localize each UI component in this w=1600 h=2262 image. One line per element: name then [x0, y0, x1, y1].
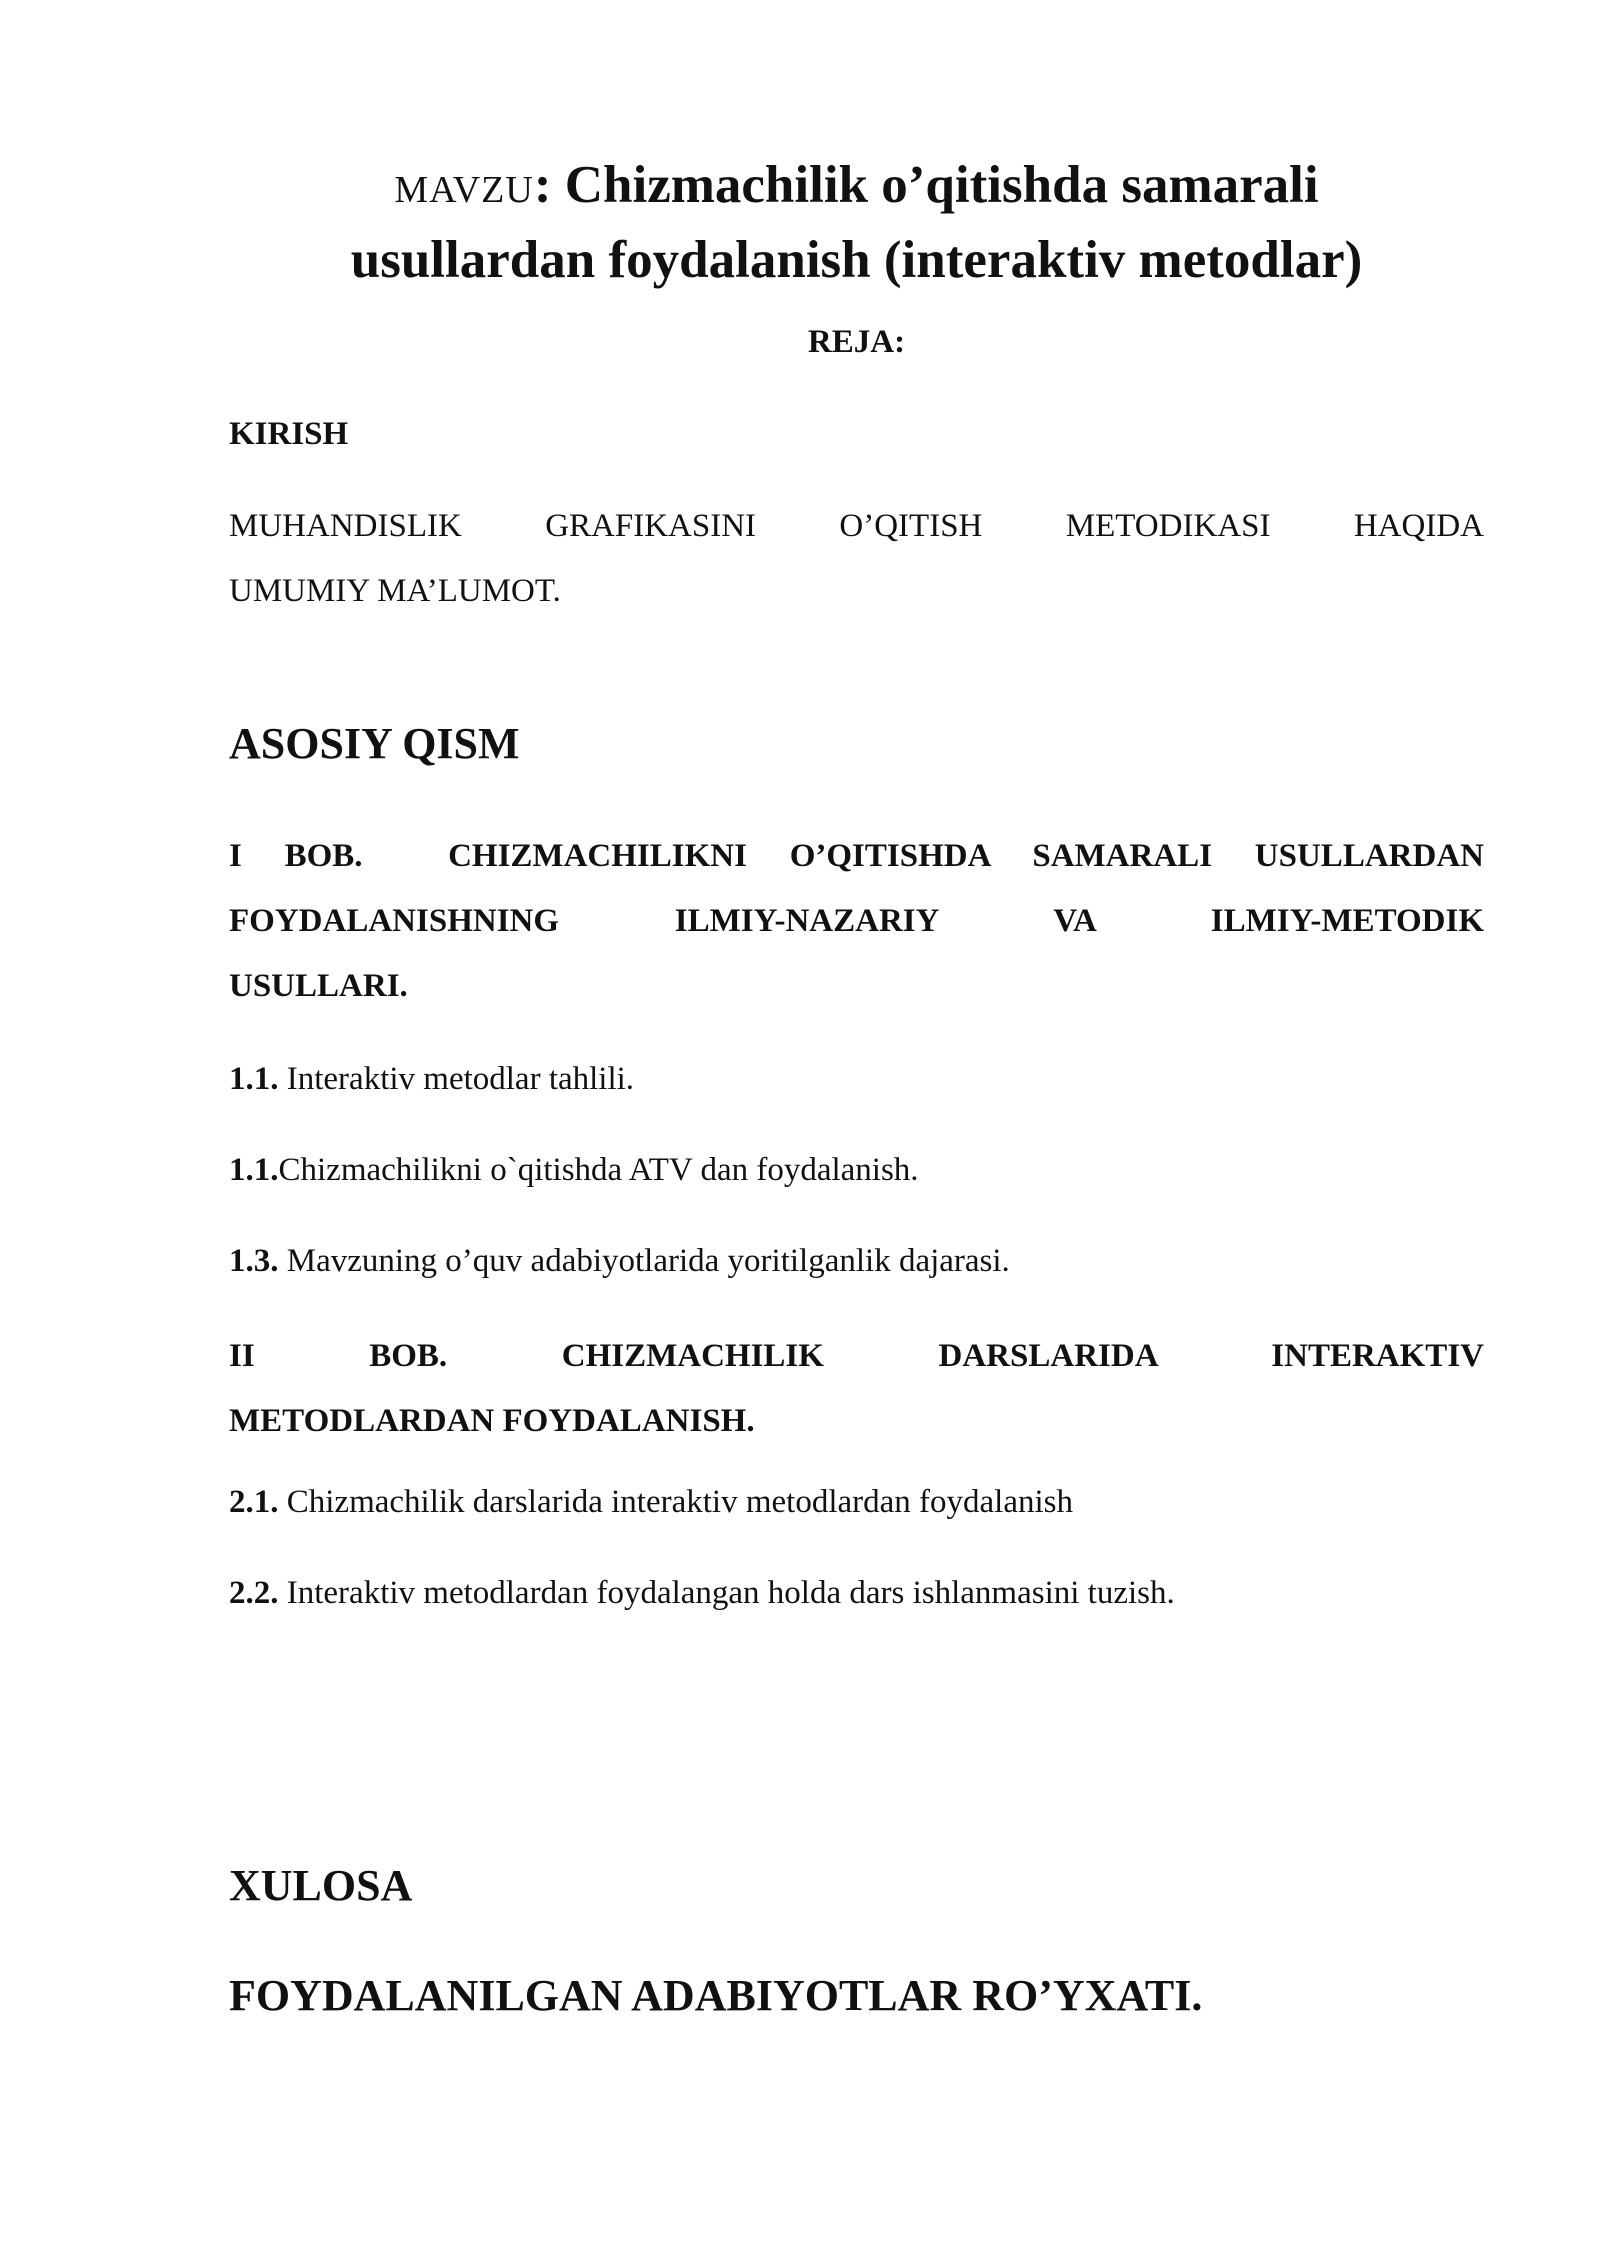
title-colon: : [533, 156, 552, 214]
introduction-heading: KIRISH [229, 416, 349, 452]
title-line-1: Chizmachilik o’qitishda samarali [551, 156, 1319, 214]
chapter-2-line-2: METODLARDAN FOYDALANISH. [229, 1403, 755, 1439]
list-item [229, 1239, 1484, 1284]
chapter-1-heading [229, 824, 1484, 1019]
list-item [229, 1571, 1484, 1616]
item-number: 2.1. [229, 1484, 279, 1520]
references-heading: FOYDALANILGAN ADABIYOTLAR RO’YXATI. [229, 1971, 1203, 2020]
list-item [229, 1057, 1484, 1102]
chapter-1-line-3: USULLARI. [229, 968, 408, 1004]
list-item [229, 1480, 1484, 1525]
chapter-2-heading [229, 1324, 1484, 1454]
list-item [229, 1148, 1484, 1193]
document-content [229, 150, 1484, 2026]
item-text: Chizmachilikni o`qitishda ATV dan foydalanish. [278, 1152, 919, 1188]
item-number: 1.1. [229, 1061, 279, 1097]
item-number: 1.3. [229, 1243, 279, 1279]
item-text: Interaktiv metodlardan foydalangan holda dars ishlanmasini tuzish. [278, 1575, 1175, 1611]
item-number: 2.2. [229, 1575, 279, 1611]
introduction-text-line-1: MUHANDISLIK GRAFIKASINI O’QITISH METODIKASI HAQIDA [229, 508, 1484, 544]
item-text: Interaktiv metodlar tahlili. [278, 1061, 635, 1097]
item-number: 1.1. [229, 1152, 279, 1188]
title-prefix: MAVZU [394, 169, 534, 211]
item-text: Mavzuning o’quv adabiyotlarida yoritilganlik dajarasi. [278, 1243, 1010, 1279]
document-title [229, 150, 1484, 295]
introduction-text [229, 494, 1484, 624]
title-line-2: usullardan foydalanish (interaktiv metodlar) [350, 231, 1363, 289]
plan-heading: REJA: [807, 324, 906, 360]
conclusion-heading: XULOSA [229, 1861, 413, 1910]
chapter-2-line-1: II BOB. CHIZMACHILIK DARSLARIDA INTERAKTIV [229, 1338, 1484, 1374]
chapter-1-line-1: I BOB. CHIZMACHILIKNI O’QITISHDA SAMARALI USULLARDAN [229, 838, 1484, 874]
main-part-heading: ASOSIY QISM [229, 719, 520, 768]
chapter-1-line-2: FOYDALANISHNING ILMIY-NAZARIY VA ILMIY-METODIK [229, 903, 1484, 939]
item-text: Chizmachilik darslarida interaktiv metodlardan foydalanish [278, 1484, 1073, 1520]
introduction-text-line-2: UMUMIY MA’LUMOT. [229, 573, 561, 609]
